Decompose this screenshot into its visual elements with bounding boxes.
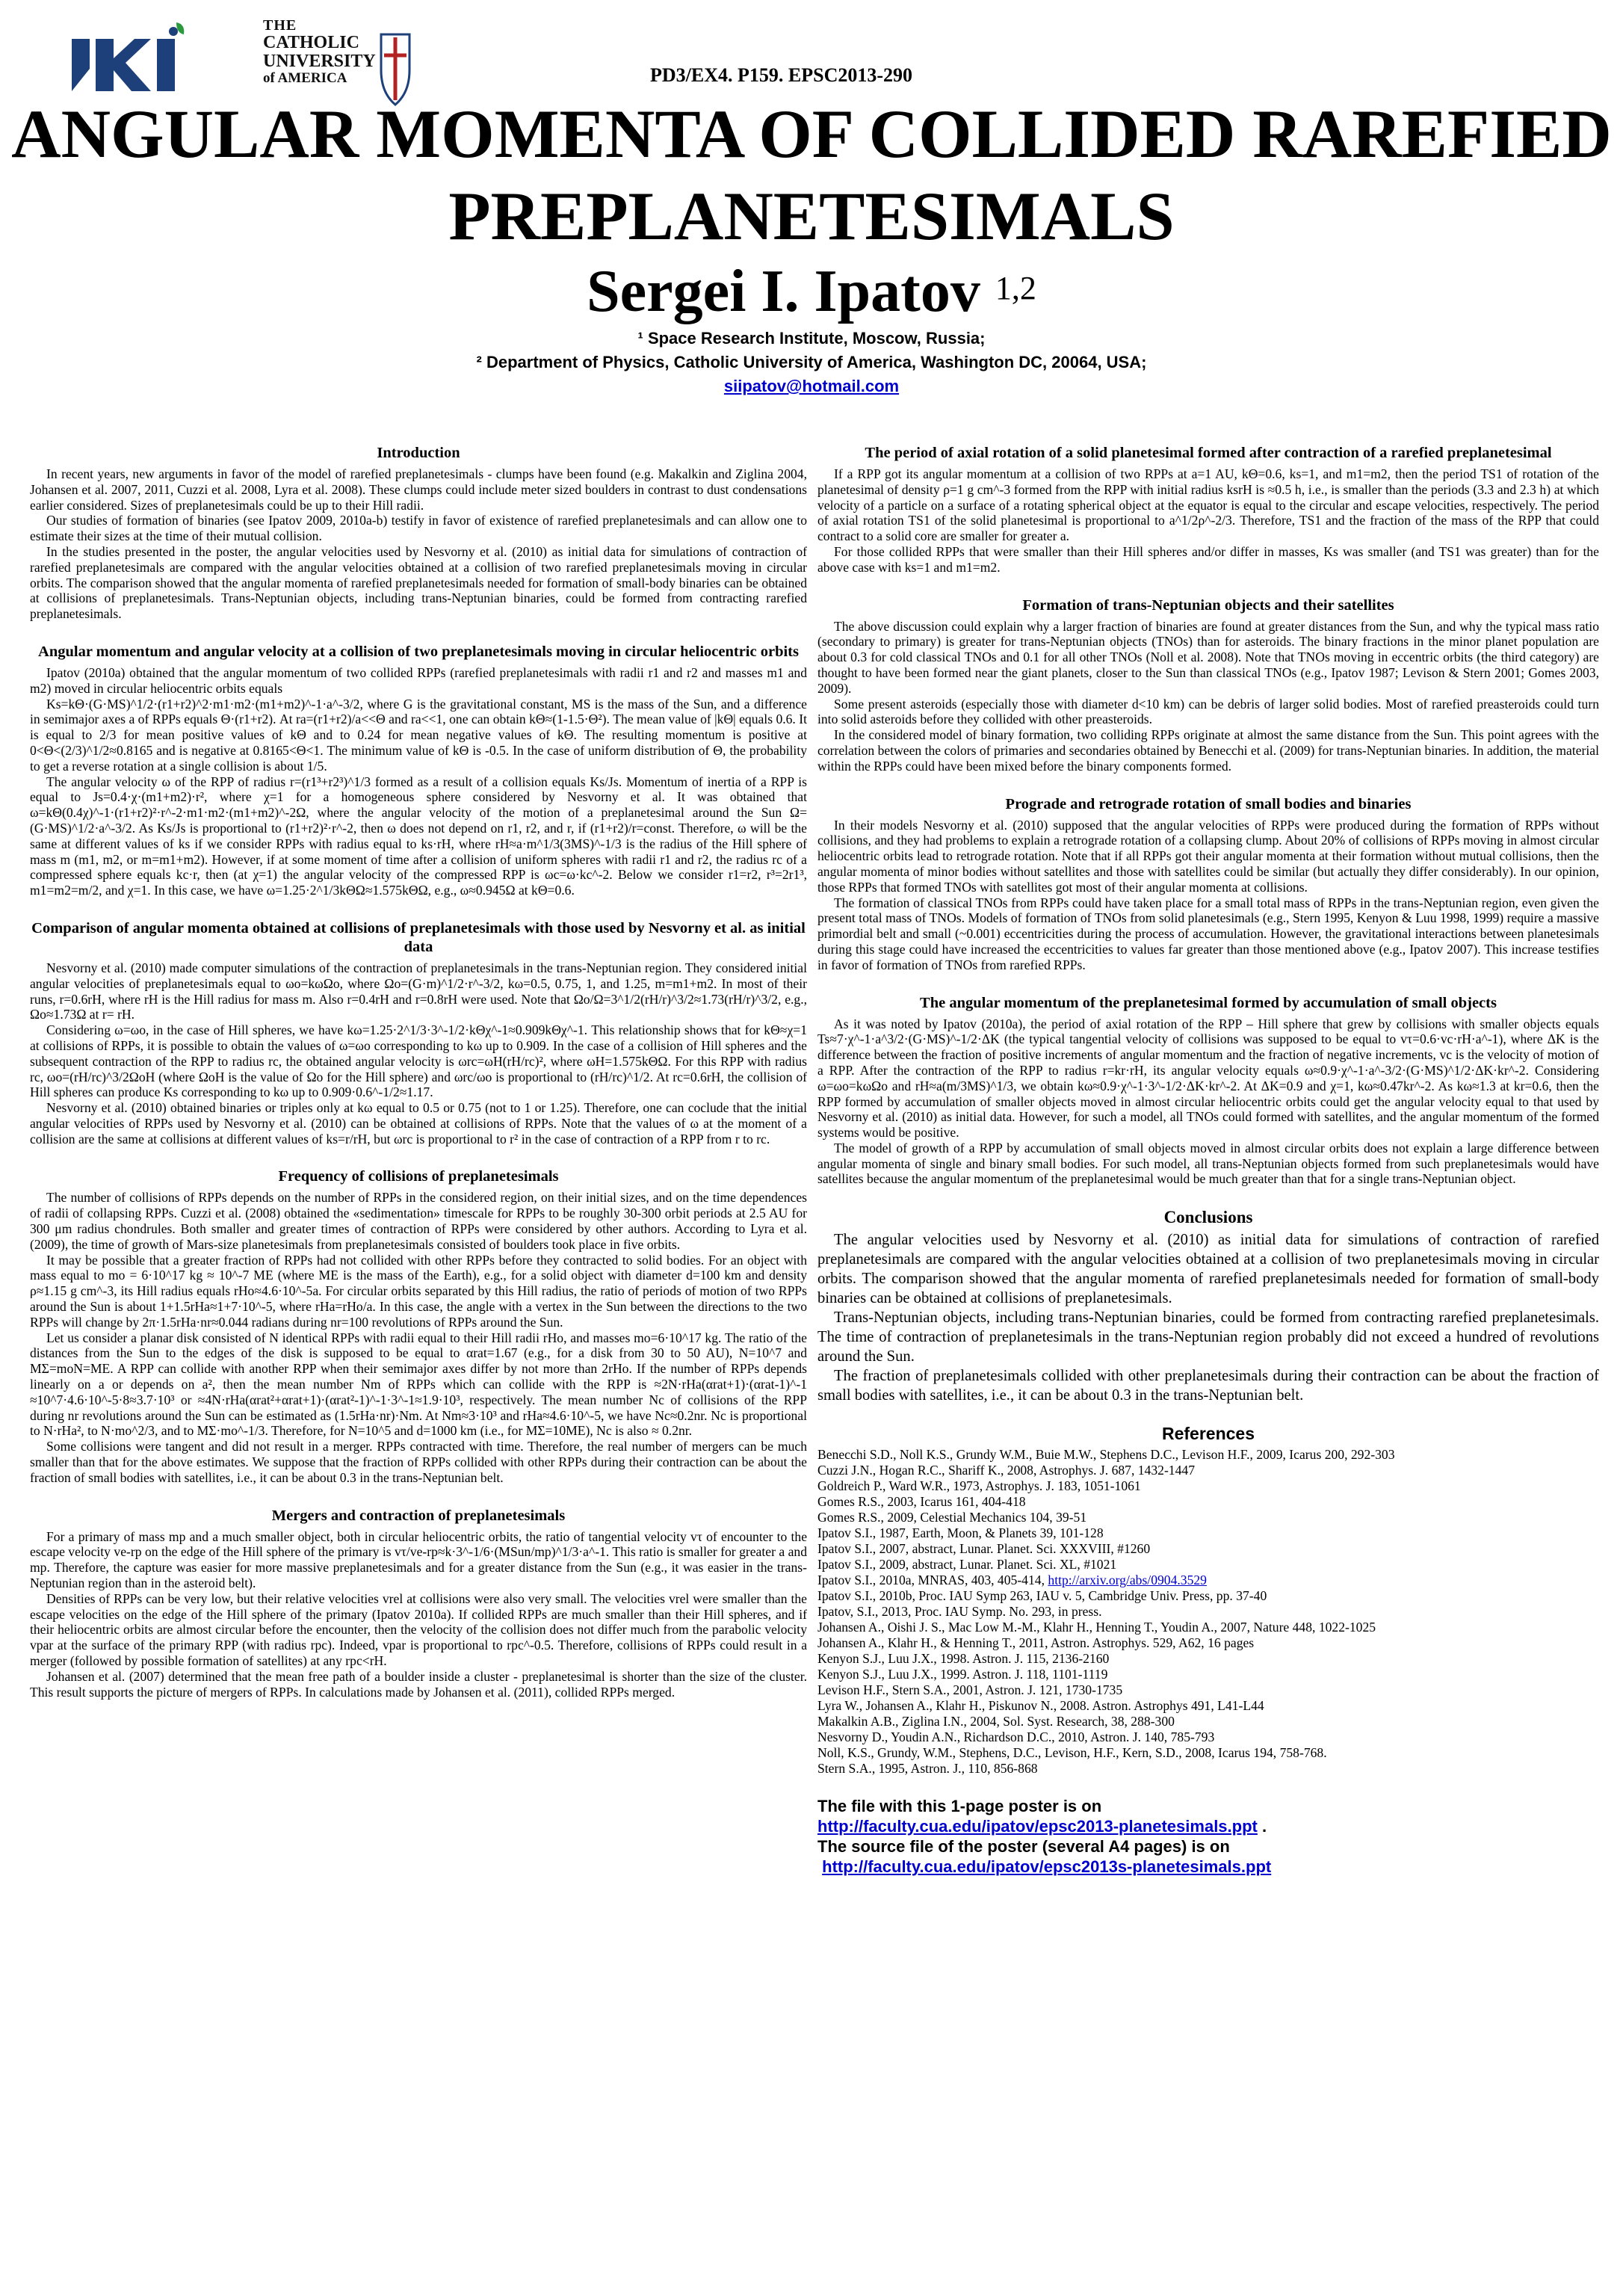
paragraph: The angular velocity ω of the RPP of radius r=(r1³+r2³)^1/3 formed as a result of a collision equals Ks/Js. Momentum of inertia of a RPP is equal to Js=0.4·χ·(m1+m2)·r², where χ=1 for a homogeneous sphere considered by Nesvorny et al. It was obtained that ω=kΘ(0.4χ)^-1·(r1+r2)²·r^-2·m1·m2·(m1+m2)^-2Ω, where the angular velocity of the motion of a preplanetesimal around the Sun Ω=(G·MS)^1/2·a^-3/2. As Ks/Js is proportional to (r1+r2)²·r^-2, then ω does not depend on r1, r2, and r, if (r1+r2)/r=const. Therefore, ω will be the same at different values of ks if we consider RPPs with radius equal to ks·rH, where rH≈a·m^1/3(3MS)^-1/3 is the radius of the Hill sphere of mass m (m1, m2, or m=m1+m2). However, if at some moment of time after a collision of uniform spheres with radii r1 and r2, the radius rc of a compressed sphere equals kc·r, then (at χ=1) the angular velocity of the compressed RPP is ωc=ω·kc^-2. Below we consider r1=r2, r³=2r1³, m1=m2=m/2, and χ=1. In this case, we have ω=1.25·2^1/3kΘΩ≈1.575kΘΩ, e.g., ω≈0.945Ω at kΘ=0.6. [30,774,807,898]
paragraph: Some collisions were tangent and did not result in a merger. RPPs contracted with time. Therefore, the real number of mergers can be much smaller than that for the above estimates. We suppose that the fraction of RPPs collided with other RPPs during their contraction can be about the fraction of small bodies with satellites, i.e., it can be about 0.3 in the trans-Neptunian belt. [30,1439,807,1485]
source-file-link[interactable]: http://faculty.cua.edu/ipatov/epsc2013s-planetesimals.ppt [822,1857,1272,1877]
right-column [817,436,1599,1877]
reference-item: Goldreich P., Ward W.R., 1973, Astrophys. J. 183, 1051-1061 [817,1478,1141,1494]
paragraph: The number of collisions of RPPs depends on the number of RPPs in the considered region, on their initial sizes, and on the time dependences of radii of collapsing RPPs. Cuzzi et al. (2008) obtained the «sedimentation» timescale for RPPs to be roughly 30-300 orbit periods at 2.5 AU for 300 μm radius chondrules. Both smaller and greater times of contraction of RPPs were considered by other authors. According to Lyra et al. (2009), the time of growth of Mars-size planetesimals from preplanetesimals consisted of boulders took place in five orbits. [30,1190,807,1252]
paragraph: Some present asteroids (especially those with diameter d<10 km) can be debris of larger solid bodies. Most of rarefied preasteroids could turn into solid asteroids before they collided with other preasteroids. [817,696,1599,727]
section-heading: Introduction [377,445,460,461]
paragraph: In the studies presented in the poster, the angular velocities used by Nesvorny et al. (2010) as initial data for simulations of contraction of rarefied preplanetesimals are compared with the angular velocities obtained at a collision of two rarefied preplanetesimals moving in circular orbits. The comparison showed that the angular momenta of rarefied preplanetesimals needed for formation of small-body binaries can be obtained at collisions of preplanetesimals. Trans-Neptunian objects, including trans-Neptunian binaries, could be formed from contracting rarefied preplanetesimals. [30,543,807,622]
paragraph: Let us consider a planar disk consisted of N identical RPPs with radii equal to their Hill radii rHo, and masses mo=6·10^17 kg. The ratio of the distances from the Sun to the edges of the disk is supposed to be equal to αrat=1.67 (e.g., for a disk from 30 to 50 AU), N=10^7 and MΣ=moN=ME. A RPP can collide with another RPP when their semimajor axes differ by not more than 2rHo. If the number of RPPs depends linearly on a or depends on a², then the mean number Nm of RPPs which can collide with the RPP is ≈2N·rHa(αrat+1)·(αrat-1)^-1 ≈10^7·4.6·10^-5·8≈3.7·10³ or ≈4N·rHa(αrat²+αrat+1)·(αrat²-1)^-1·3^-1≈1.9·10³, respectively. The mean number Nc of collisions of the RPP during nr revolutions around the Sun can be estimated as (1.5rHa·nr)·Nm. At Nm≈3·10³ and rHa≈4.6·10^-5, we have Nc≈0.2nr. Nc is proportional to N·rHa², to N·mo^2/3, and to MΣ·mo^-1/3. Therefore, for N=10^5 and d=1000 km (i.e., for MΣ=10ME), Nc is also ≈ 0.2nr. [30,1330,807,1439]
reference-item: Makalkin A.B., Ziglina I.N., 2004, Sol. Syst. Research, 38, 288-300 [817,1714,1175,1729]
cua-logo-line2: of AMERICA [263,70,347,87]
section-heading: Prograde and retrograde rotation of small bodies and binaries [1005,795,1412,812]
paragraph: In recent years, new arguments in favor of the model of rarefied preplanetesimals - clumps have been found (e.g. Makalkin and Ziglina 2004, Johansen et al. 2007, 2011, Cuzzi et al. 2008, Lyra et al. 2008). These clumps could include meter sized boulders in contrast to dust condensations earlier considered. Sizes of preplanetesimals could be up to their Hill radii. [30,466,807,513]
reference-item: Gomes R.S., 2009, Celestial Mechanics 104, 39-51 [817,1510,1087,1525]
section-tno-formation [817,596,1599,774]
left-column [30,436,807,1700]
section-file-links [817,1796,1599,1877]
section-mergers [30,1507,807,1700]
section-heading: Conclusions [1163,1208,1253,1227]
author-line [0,258,1623,325]
reference-text: Ipatov S.I., 2010a, MNRAS, 403, 405-414, [817,1573,1045,1588]
paragraph: The fraction of preplanetesimals collided with other preplanetesimals during their contraction can be about the fraction of small bodies with satellites, i.e., it can be about 0.3 in the trans-Neptunian belt. [817,1368,1599,1404]
poster-file-link[interactable]: http://faculty.cua.edu/ipatov/epsc2013-planetesimals.ppt [817,1817,1258,1836]
section-frequency [30,1167,807,1485]
file-line-1: The file with this 1-page poster is on [817,1797,1102,1816]
reference-item: Kenyon S.J., Luu J.X., 1999. Astron. J. 118, 1101-1119 [817,1667,1108,1682]
poster-title: ANGULAR MOMENTA OF COLLIDED RAREFIED PREPLANETESIMALS [11,96,1612,254]
author-email-link[interactable]: siipatov@hotmail.com [723,377,900,395]
section-heading: Mergers and contraction of preplanetesimals [271,1507,566,1524]
section-heading: The period of axial rotation of a solid planetesimal formed after contraction of a rarefied preplanetesimal [865,445,1552,461]
section-accumulation [817,994,1599,1188]
section-comparison [30,919,807,1147]
reference-item: Kenyon S.J., Luu J.X., 1998. Astron. J. 115, 2136-2160 [817,1651,1110,1667]
reference-item: Ipatov S.I., 2009, abstract, Lunar. Planet. Sci. XL, #1021 [817,1557,1117,1573]
section-heading: Formation of trans-Neptunian objects and their satellites [1022,596,1394,614]
reference-item: Lyra W., Johansen A., Klahr H., Piskunov N., 2008. Astron. Astrophys 491, L41-L44 [817,1698,1264,1714]
file-line-2-link-row [817,1857,1599,1877]
paragraph: The formation of classical TNOs from RPPs could have taken place for a small total mass of RPPs in the trans-Neptunian region, even given the present total mass of TNOs. Models of formation of TNOs from solid planetesimals (e.g., Stern 1995, Kenyon & Luu 1998, 1999) require a massive primordial belt and small (~0.001) eccentricities during the process of accumulation. However, the gravitational interactions between planetesimals during this stage could have increased the eccentricities to values far greater than those mentioned above (e.g., Ipatov 2007). This increase testifies in favor of formation of TNOs from rarefied RPPs. [817,895,1599,972]
section-references [817,1425,1599,1777]
paragraph: In the considered model of binary formation, two colliding RPPs originate at almost the same distance from the Sun. This point agrees with the correlation between the colors of primaries and secondaries obtained by Benecchi et al. (2009) for trans-Neptunian binaries. In addition, the material within the RPPs could have been mixed before the binary components formed. [817,727,1599,774]
affiliation-1: ¹ Space Research Institute, Moscow, Russia; [637,329,986,348]
section-heading: Angular momentum and angular velocity at a collision of two preplanetesimals moving in circular heliocentric orbits [38,643,799,660]
file-line-1-link-row [817,1816,1599,1836]
arxiv-link[interactable]: http://arxiv.org/abs/0904.3529 [1048,1573,1207,1588]
section-conclusions [817,1208,1599,1405]
paragraph: Densities of RPPs can be very low, but their relative velocities vrel at collisions were also very small. The velocities vrel were smaller than the escape velocities on the edge of the Hill sphere of the primary (Ipatov 2010a). If collided RPPs are much smaller than their Hill spheres, and if their heliocentric orbits are almost circular before the encounter, then the velocity of the collision does not differ much from the parabolic velocity vpar at the surface of the primary RPP (with radius rpc). Indeed, vpar is proportional to rpc^-0.5. Therefore, collisions of RPPs could result in a merger (followed by possible formation of satellites) at any rpc<rH. [30,1590,807,1668]
section-rotation-period [817,444,1599,575]
paragraph: The above discussion could explain why a larger fraction of binaries are found at greater distances from the Sun, and why the typical mass ratio (secondary to primary) is greater for trans-Neptunian objects (TNOs) than for asteroids. The binary fractions in the minor planet population are about 0.3 for cold classical TNOs and 0.1 for all other TNOs (Noll et al. 2008). Note that TNOs moving in eccentric orbits (the third category) are thought to have been formed near the giant planets, closer to the Sun than classical TNOs (e.g., Ipatov 1987; Levison & Stern 2001; Gomes 2003, 2009). [817,618,1599,696]
reference-item: Johansen A., Klahr H., & Henning T., 2011, Astron. Astrophys. 529, A62, 16 pages [817,1635,1255,1651]
reference-item: Ipatov S.I., 2010b, Proc. IAU Symp 263, IAU v. 5, Cambridge Univ. Press, pp. 37-40 [817,1588,1267,1604]
reference-item: Ipatov S.I., 2007, abstract, Lunar. Planet. Sci. XXXVIII, #1260 [817,1541,1151,1557]
paragraph: Considering ω=ωo, in the case of Hill spheres, we have kω=1.25·2^1/3·3^-1/2·kΘχ^-1≈0.909kΘχ^-1. This relationship shows that for kΘ≈χ=1 at collisions of RPPs, it is possible to obtain the values of ω=ωo corresponding to kω up to 0.909. In the case of a collision of Hill spheres and the subsequent contraction of the RPP to radius rc, the obtained angular velocity is ωrc=ωH(rH/rc)², where ωH=1.575kΘΩ. For this RPP with radius rc, ωo=(rH/rc)^3/2ΩoH (where ΩoH is the value of Ωo for the Hill sphere) and ωrc/ωo is proportional to (rH/rc)^1/2. At rc=0.6rH, the collision of Hill spheres can produce Ks corresponding to kω up to 0.909·0.6^-1/2≈1.17. [30,1022,807,1100]
paragraph: Nesvorny et al. (2010) made computer simulations of the contraction of preplanetesimals in the trans-Neptunian region. They considered initial angular velocities of preplanetesimals equal to ωo=kωΩo, where Ωo=(G·m)^1/2·r^-3/2, kω=0.5, 0.75, 1, and 1.25, m=m1+m2. In most of their runs, r=0.6rH, where rH is the Hill radius for mass m. Also r=0.4rH and r=0.8rH were used. Note that Ωo/Ω=3^1/2(rH/r)^3/2≈1.73(rH/r)^3/2, e.g., Ωo≈1.73Ω at r= rH. [30,960,807,1022]
paragraph: For those collided RPPs that were smaller than their Hill spheres and/or differ in masses, Ks was smaller (and TS1 was greater) than for the above case with ks=1 and m1=m2. [817,543,1599,575]
section-angular-momentum [30,643,807,898]
reference-item: Noll, K.S., Grundy, W.M., Stephens, D.C., Levison, H.F., Kern, S.D., 2008, Icarus 194, 758-768. [817,1745,1327,1761]
paragraph: The angular velocities used by Nesvorny et al. (2010) as initial data for simulations of contraction of rarefied preplanetesimals are compared with the angular velocities obtained at a collision of two preplanetesimals moving in circular orbits. The comparison showed that the angular momenta of rarefied preplanetesimals needed for formation of small-body binaries can be obtained at collisions of preplanetesimals. [817,1232,1599,1307]
paragraph: Nesvorny et al. (2010) obtained binaries or triples only at kω equal to 0.5 or 0.75 (not to 1 or 1.25). Therefore, one can coclude that the initial angular velocities of RPPs used by Nesvorny et al. (2010) can be obtained at collisions of RPPs. Note that the values of ω at the moment of a collision are the same at collisions at different values of ks=r/rH, but ωrc is proportional to r² in the case of contraction of a RPP from r to rc. [30,1100,807,1147]
paragraph: The model of growth of a RPP by accumulation of small objects moved in almost circular orbits does not explain a large difference between angular momenta of single and binary small bodies. For such model, all trans-Neptunian objects formed from such preplanetesimals would have satellites because the angular momentum of the preplanetesimal would be much greater than that for a single trans-Neptunian object. [817,1140,1599,1187]
affiliation-2: ² Department of Physics, Catholic University of America, Washington DC, 20064, USA; [476,353,1147,371]
author-name: Sergei I. Ipatov [587,259,980,324]
paragraph: As it was noted by Ipatov (2010a), the period of axial rotation of the RPP – Hill sphere that grew by collisions with smaller objects equals Ts≈7·χ^-1·a^3/2·(G·MS)^-1/2·ΔK (the typical tangential velocity of collisions was supposed to be equal to vτ=0.6·vc·rH·a^-1), where ΔK is the difference between the fraction of positive increments of angular momentum and the fraction of negative increments, vc is the velocity of motion of a RPP. After the contraction of the RPP to radius r=kr·rH, its angular velocity equals ω≈0.9·χ^-1·a^-3/2·(G·MS)^1/2·ΔK·kr^-2. Considering ω=ωo=kωΩo and rH≈a(m/3MS)^1/3, we obtain kω≈0.9·χ^-1·3^-1/2·ΔK·kr^-2. At ΔK=0.9 and χ=1, kω≈0.47kr^-2. As kω≈1.3 at kr=0.6, then the RPP formed by accumulation of smaller objects moved in almost circular heliocentric orbits could get the angular velocity equal to that used by Nesvorny et al. (2010) as initial data. However, for such a model, all TNOs could formed with satellites, and the angular momentum of the formed systems would be positive. [817,1016,1599,1141]
reference-item: Stern S.A., 1995, Astron. J., 110, 856-868 [817,1761,1038,1777]
section-heading: Frequency of collisions of preplanetesimals [278,1168,559,1185]
file-line-1-end: . [1261,1817,1267,1836]
reference-item: Levison H.F., Stern S.A., 2001, Astron. J. 121, 1730-1735 [817,1682,1123,1698]
section-heading: References [1161,1424,1255,1444]
reference-item [817,1573,1599,1588]
paragraph: In their models Nesvorny et al. (2010) supposed that the angular velocities of RPPs were produced during the formation of RPPs without collisions, and they had problems to explain a retrograde rotation of a collapsing clump. About 20% of collisions of RPPs moving in almost circular heliocentric orbits lead to retrograde rotation. Note that if all RPPs got their angular momenta at their formation without mutual collisions, then the angular momenta of minor bodies without satellites and those with satellites could be similar (but actually they differ considerably). In our opinion, those RPPs that formed TNOs with satellites got most of their angular momenta at collisions. [817,817,1599,895]
section-introduction [30,444,807,622]
paragraph: If a RPP got its angular momentum at a collision of two RPPs at a=1 AU, kΘ=0.6, ks=1, and m1=m2, then the period TS1 of rotation of the planetesimal of density ρ=1 g cm^-3 formed from the RPP with initial radius ksrH is ≈0.5 h, i.e., is smaller than the periods (3.3 and 2.3 h) at which velocity of a particle on a surface of a rotating spherical object at the equator is equal to the circular and escape velocities, respectively. The period of axial rotation TS1 of the solid planetesimal is proportional to a^1/2ρ^-2/3. Therefore, TS1 and the fraction of the mass of the RPP that could contract to a solid core are smaller for greater a. [817,466,1599,544]
reference-item: Ipatov, S.I., 2013, Proc. IAU Symp. No. 293, in press. [817,1604,1102,1620]
paragraph: Ipatov (2010a) obtained that the angular momentum of two collided RPPs (rarefied preplanetesimals with radii r1 and r2 and masses m1 and m2) moved in circular heliocentric orbits equals [30,664,807,696]
author-affiliation-marks: 1,2 [995,270,1036,306]
section-prograde-retrograde [817,795,1599,973]
paragraph: Ks=kΘ·(G·MS)^1/2·(r1+r2)^2·m1·m2·(m1+m2)^-1·a^-3/2, where G is the gravitational constant, MS is the mass of the Sun, and a difference in semimajor axes a of RPPs equals Θ·(r1+r2). At ra=(r1+r2)/a<<Θ and ra<<1, one can obtain kΘ≈(1-1.5·Θ²). The mean value of |kΘ| equals 0.6. It is equal to 2/3 for mean positive values of kΘ and to 0.24 for mean negative values of kΘ. The resulting momentum is positive at 0<Θ<(2/3)^1/2≈0.8165 and is negative at 0.8165<Θ<1. The minimum value of kΘ is -0.5. In the case of uniform distribution of Θ, the probability to get a reverse rotation at a single collision is about 1/5. [30,696,807,774]
file-line-2: The source file of the poster (several A4 pages) is on [817,1837,1230,1857]
cua-logo-the: THE [263,17,297,34]
reference-item: Johansen A., Oishi J. S., Mac Low M.-M., Klahr H., Henning T., Youdin A., 2007, Nature 448, 1022-1025 [817,1620,1376,1635]
paragraph: Our studies of formation of binaries (see Ipatov 2009, 2010a-b) testify in favor of existence of rarefied preplanetesimals and can allow one to estimate their sizes at the time of their mutual collision. [30,513,807,544]
reference-item: Benecchi S.D., Noll K.S., Grundy W.M., Buie M.W., Stephens D.C., Levison H.F., 2009, Icarus 200, 292-303 [817,1447,1395,1463]
cua-logo [230,18,409,100]
paragraph: Johansen et al. (2007) determined that the mean free path of a boulder inside a cluster - preplanetesimal is shorter than the size of the cluster. This result supports the picture of mergers of RPPs. In calculations made by Johansen et al. (2011), collided RPPs merged. [30,1668,807,1700]
session-code: PD3/EX4. P159. EPSC2013-290 [650,64,912,86]
paragraph: Trans-Neptunian objects, including trans-Neptunian binaries, could be formed from contracting rarefied preplanetesimals. The time of contraction of preplanetesimals in the trans-Neptunian region probably did not exceed a hundred of revolutions around the Sun. [817,1309,1599,1365]
section-heading: Comparison of angular momenta obtained at collisions of preplanetesimals with those used by Nesvorny et al. as initial data [31,919,806,955]
cua-logo-line1: CATHOLIC UNIVERSITY [263,33,376,72]
iki-logo [64,16,191,99]
reference-item: Nesvorny D., Youdin A.N., Richardson D.C., 2010, Astron. J. 140, 785-793 [817,1729,1215,1745]
paragraph: It may be possible that a greater fraction of RPPs had not collided with other RPPs before they contracted to solid bodies. For an object with mass equal to mo = 6·10^17 kg ≈ 10^-7 ME (where ME is the mass of the Earth), e.g., for a solid object with diameter d=100 km and density ρ≈1.15 g cm^-3, its Hill radius equals rHo≈4.6·10^-5a. For circular orbits separated by this Hill radius, the ratio of periods of motion of two RPPs around the Sun is about 1+1.5rHa≈1+7·10^-5, where rHa=rHo/a. In this case, the angle with a vertex in the Sun between the directions to the two RPPs will change by 2π·1.5rHa·nr≈0.044 radians during nr=100 revolutions of RPPs around the Sun. [30,1252,807,1330]
reference-item: Ipatov S.I., 1987, Earth, Moon, & Planets 39, 101-128 [817,1525,1104,1541]
paragraph: For a primary of mass mp and a much smaller object, both in circular heliocentric orbits, the ratio of tangential velocity vτ of encounter to the escape velocity ve-rp on the edge of the Hill sphere of the primary is vτ/ve-rp≈k·3^-1/6·(MSun/mp)^1/3·a^-1. This ratio is smaller for greater a and mp. Therefore, the capture was easier for more massive preplanetesimals and for a greater distance from the Sun (e.g., it was easier in the trans-Neptunian region than in the asteroid belt). [30,1528,807,1591]
reference-item: Gomes R.S., 2003, Icarus 161, 404-418 [817,1494,1026,1510]
section-heading: The angular momentum of the preplanetesimal formed by accumulation of small objects [920,994,1497,1011]
reference-item: Cuzzi J.N., Hogan R.C., Shariff K., 2008, Astrophys. J. 687, 1432-1447 [817,1463,1195,1478]
